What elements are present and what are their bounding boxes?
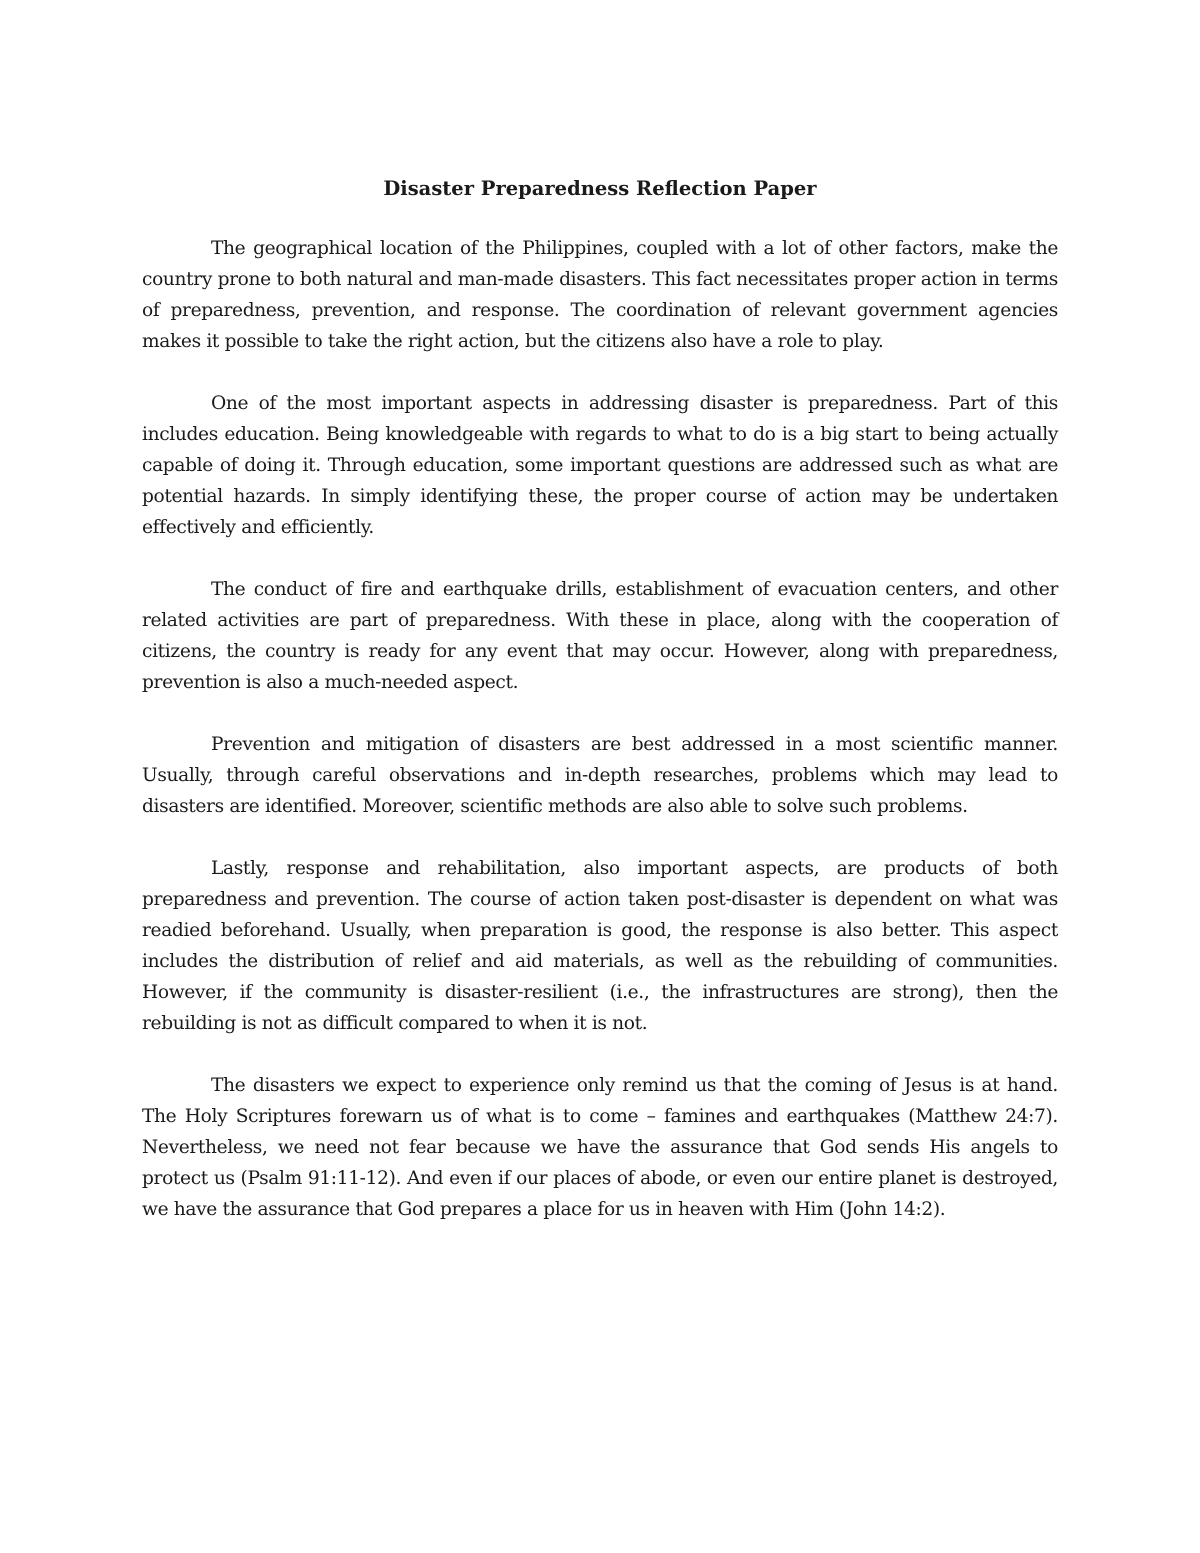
document-body [142,233,1058,1256]
paragraph-preparedness: One of the most important aspects in addressing disaster is preparedness. Part of this includes education. Being knowledgeable with regards to what to do is a big start to being actually capable of doing it. Through education, some important questions are addressed such as what are potential hazards. In simply identifying these, the proper course of action may be undertaken effectively and efficiently. [142,393,1058,538]
paragraph-intro: The geographical location of the Philippines, coupled with a lot of other factors, make the country prone to both natural and man-made disasters. This fact necessitates proper action in terms of preparedness, prevention, and response. The coordination of relevant government agencies makes it possible to take the right action, but the citizens also have a role to play. [142,238,1058,352]
paragraph-prevention: Prevention and mitigation of disasters are best addressed in a most scientific manner. Usually, through careful observations and in-depth researches, problems which may lead to disasters are identified. Moreover, scientific methods are also able to solve such problems. [142,734,1058,817]
paragraph-scripture: The disasters we expect to experience only remind us that the coming of Jesus is at hand. The Holy Scriptures forewarn us of what is to come – famines and earthquakes (Matthew 24:7). Nevertheless, we need not fear because we have the assurance that God sends His angels to protect us (Psalm 91:11-12). And even if our places of abode, or even our entire planet is destroyed, we have the assurance that God prepares a place for us in heaven with Him (John 14:2). [142,1075,1058,1220]
paragraph-drills: The conduct of fire and earthquake drills, establishment of evacuation centers, and other related activities are part of preparedness. With these in place, along with the cooperation of citizens, the country is ready for any event that may occur. However, along with preparedness, prevention is also a much-needed aspect. [142,579,1058,693]
document-title: Disaster Preparedness Reflection Paper [383,177,817,200]
paragraph-response: Lastly, response and rehabilitation, also important aspects, are products of both preparedness and prevention. The course of action taken post-disaster is dependent on what was readied beforehand. Usually, when preparation is good, the response is also better. This aspect includes the distribution of relief and aid materials, as well as the rebuilding of communities. However, if the community is disaster-resilient (i.e., the infrastructures are strong), then the rebuilding is not as difficult compared to when it is not. [142,858,1058,1034]
